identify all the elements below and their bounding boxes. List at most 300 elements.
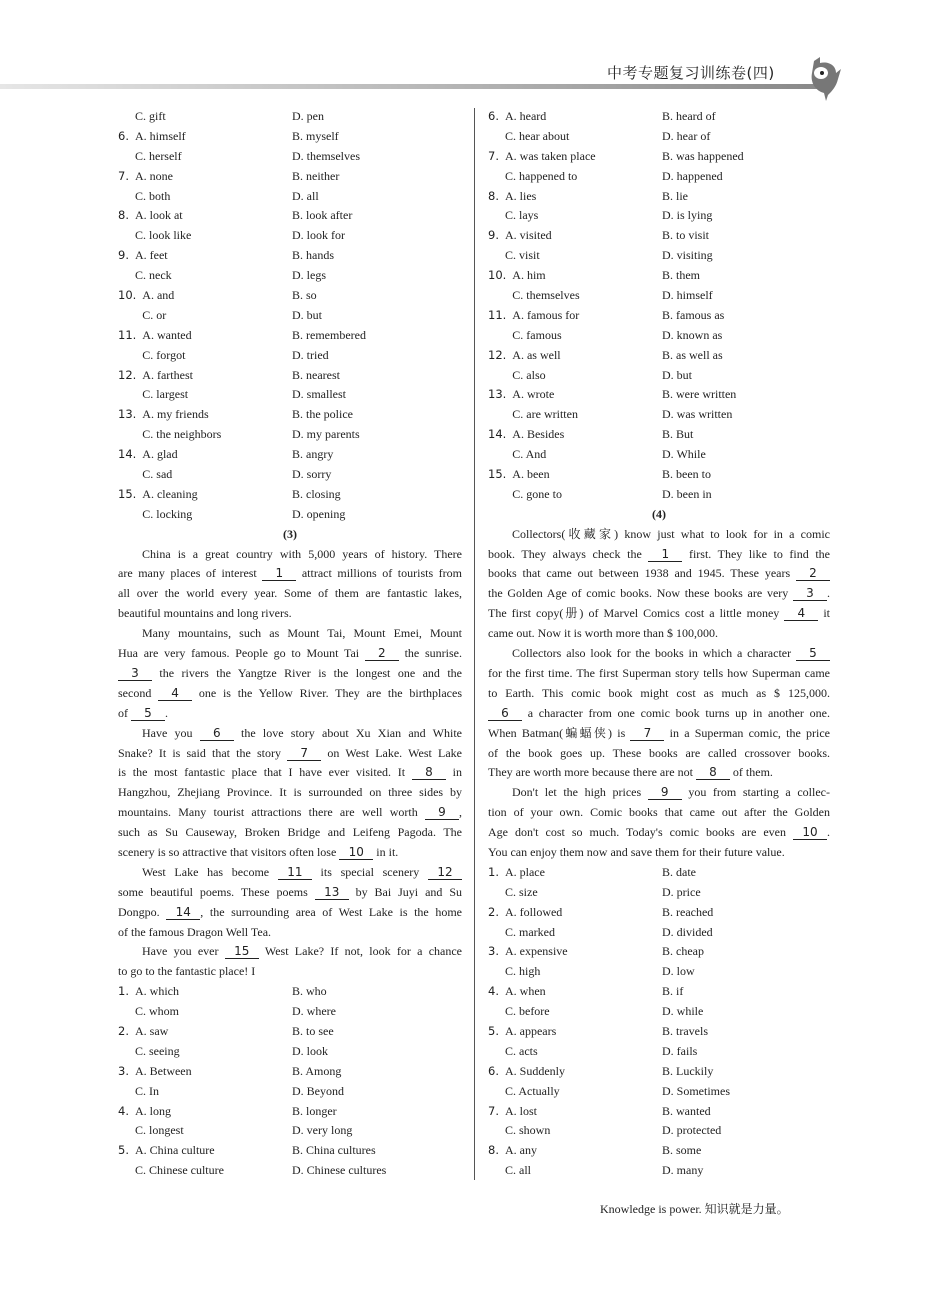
passage-text: . xyxy=(165,705,168,720)
blank-1: 1 xyxy=(648,547,682,562)
question-number: 6. xyxy=(118,128,129,143)
option-d: D. look xyxy=(292,1043,328,1058)
passage-text: on West Lake. West Lake xyxy=(321,745,462,760)
passage-text: beautiful mountains and long rivers. xyxy=(118,606,292,621)
passage-text: The first copy(册) of Marvel Comics cost a little money xyxy=(488,606,785,621)
passage-text: are many places of interest xyxy=(118,566,263,581)
option-b: B. was happened xyxy=(662,148,744,163)
option-c: C. Actually xyxy=(504,1083,560,1098)
option-d: D. themselves xyxy=(292,148,360,163)
passage-line xyxy=(488,744,830,764)
option-b: B. Among xyxy=(292,1063,342,1078)
question-row-ab xyxy=(118,405,462,425)
option-d: D. happened xyxy=(662,168,723,183)
question-row-cd xyxy=(488,1002,830,1022)
option-a: A. famous for xyxy=(512,307,580,322)
option-b: B. been to xyxy=(662,467,711,482)
question-number: 4. xyxy=(488,984,499,999)
option-a: A. China culture xyxy=(134,1143,215,1158)
question-row-ab xyxy=(118,1022,462,1042)
question-row-cd xyxy=(118,385,462,405)
option-c: C. gift xyxy=(134,109,166,123)
blank-9: 9 xyxy=(648,785,682,800)
question-options xyxy=(488,863,830,1181)
question-row-cd xyxy=(488,286,830,306)
question-row-cd xyxy=(488,246,830,266)
option-d: D. but xyxy=(662,367,692,382)
option-d: D. look for xyxy=(292,228,345,243)
passage-line xyxy=(118,604,462,624)
question-row-ab xyxy=(118,1062,462,1082)
option-b: B. the police xyxy=(292,407,353,422)
blank-5: 5 xyxy=(796,646,830,661)
passage-text: all over the world every year. Some of them are fantastic lakes, xyxy=(118,586,462,601)
passage-line xyxy=(488,584,830,604)
passage-text: for the first time. The first Superman story tells how Superman came xyxy=(488,665,830,680)
passage-line xyxy=(118,624,462,644)
passage xyxy=(488,525,830,863)
question-row-cd xyxy=(118,425,462,445)
question-number: 15. xyxy=(488,467,507,482)
question-row-cd xyxy=(488,366,830,386)
question-row-cd xyxy=(488,405,830,425)
passage-text: West Lake? If not, look for a chance xyxy=(258,944,462,959)
question-row-cd xyxy=(118,266,462,286)
option-c: C. lays xyxy=(504,208,539,223)
question-row-cd xyxy=(118,147,462,167)
option-d: D. been in xyxy=(662,486,712,501)
passage-text: China is a great country with 5,000 years of history. There xyxy=(142,546,462,561)
question-row-cd xyxy=(488,326,830,346)
option-a: A. saw xyxy=(134,1023,169,1038)
option-c: C. themselves xyxy=(512,288,580,303)
option-b: B. longer xyxy=(292,1103,337,1118)
option-d: D. While xyxy=(662,447,706,462)
question-number: 7. xyxy=(488,148,499,163)
passage-text: the Golden Age of comic books. Now these books are very xyxy=(488,586,793,601)
option-d: D. hear of xyxy=(662,128,711,143)
question-number: 5. xyxy=(118,1143,129,1158)
question-row-cd xyxy=(118,1042,462,1062)
passage-text: to go to the fantastic place! I xyxy=(118,964,256,979)
option-c: C. Chinese culture xyxy=(134,1163,224,1178)
passage-line xyxy=(488,843,830,863)
option-b: B. cheap xyxy=(662,944,704,959)
option-c: C. gone to xyxy=(512,486,562,501)
option-d: D. Sometimes xyxy=(662,1083,730,1098)
question-options xyxy=(488,107,830,505)
option-d: D. Beyond xyxy=(292,1083,344,1098)
blank-9: 9 xyxy=(425,805,459,820)
option-a: A. Suddenly xyxy=(504,1063,565,1078)
option-d: D. smallest xyxy=(292,387,346,402)
option-a: A. look at xyxy=(134,208,183,223)
left-column xyxy=(118,107,462,1181)
passage-text: tion of your own. Comic books that came out after the Golden xyxy=(488,805,830,820)
blank-12: 12 xyxy=(428,865,462,880)
passage xyxy=(118,545,462,983)
option-c: C. forgot xyxy=(142,347,186,362)
option-d: D. sorry xyxy=(292,467,332,482)
option-a: A. cleaning xyxy=(142,486,198,501)
question-row-ab xyxy=(118,286,462,306)
question-row-ab xyxy=(488,1022,830,1042)
passage-text: Age don't cost so much. Today's comic books are even xyxy=(488,825,793,840)
question-row-cd xyxy=(118,346,462,366)
question-number: 6. xyxy=(488,109,499,123)
passage-line xyxy=(118,545,462,565)
question-row-cd xyxy=(488,1082,830,1102)
question-row-ab xyxy=(488,226,830,246)
passage-line xyxy=(118,664,462,684)
option-c: C. high xyxy=(504,964,541,979)
question-row-cd xyxy=(118,1002,462,1022)
question-row-ab xyxy=(488,1062,830,1082)
passage-text: the rivers the Yangtze River is the longest one and the xyxy=(152,665,462,680)
question-number: 2. xyxy=(118,1023,129,1038)
blank-2: 2 xyxy=(365,646,399,661)
question-row-ab xyxy=(488,465,830,485)
footer-motto: Knowledge is power. 知识就是力量。 xyxy=(600,1202,789,1216)
passage-line xyxy=(118,903,462,923)
question-row-cd xyxy=(488,1161,830,1181)
option-c: C. marked xyxy=(504,924,555,939)
section-heading: (3) xyxy=(283,526,297,541)
question-row-ab xyxy=(488,903,830,923)
blank-6: 6 xyxy=(488,706,522,721)
option-c: C. seeing xyxy=(134,1043,180,1058)
passage-text: its special scenery xyxy=(311,864,428,879)
question-row-cd xyxy=(488,167,830,187)
passage-text: mountains. Many tourist attractions there are well worth xyxy=(118,805,425,820)
question-number: 8. xyxy=(488,188,499,203)
option-b: B. date xyxy=(662,864,696,879)
option-b: B. myself xyxy=(292,128,339,143)
blank-14: 14 xyxy=(166,905,200,920)
question-number: 10. xyxy=(488,268,507,283)
option-a: A. none xyxy=(134,168,173,183)
option-a: A. been xyxy=(512,467,550,482)
option-b: B. were written xyxy=(662,387,737,402)
option-b: B. remembered xyxy=(292,327,366,342)
passage-line xyxy=(118,823,462,843)
question-row-cd xyxy=(488,485,830,505)
passage-line xyxy=(118,584,462,604)
blank-8: 8 xyxy=(696,765,730,780)
passage-line xyxy=(118,863,462,883)
option-b: B. travels xyxy=(662,1023,708,1038)
option-c: C. the neighbors xyxy=(142,427,222,442)
option-b: B. hands xyxy=(292,248,334,263)
option-b: B. reached xyxy=(662,904,714,919)
section-heading: (4) xyxy=(652,506,666,521)
option-d: D. where xyxy=(292,1004,336,1019)
option-b: B. heard of xyxy=(662,109,716,123)
question-row-cd xyxy=(118,187,462,207)
option-c: C. sad xyxy=(142,467,173,482)
option-c: C. size xyxy=(504,884,538,899)
passage-text: Hangzhou, Zhejiang Province. It is surrounded on three sides by xyxy=(118,785,462,800)
option-b: B. lie xyxy=(662,188,688,203)
option-a: A. which xyxy=(134,984,179,999)
option-b: B. China cultures xyxy=(292,1143,376,1158)
question-number: 11. xyxy=(488,307,507,322)
option-a: A. when xyxy=(504,984,546,999)
blank-10: 10 xyxy=(339,845,373,860)
option-b: B. look after xyxy=(292,208,353,223)
passage-line xyxy=(118,803,462,823)
passage-text: second xyxy=(118,685,159,700)
question-row-ab xyxy=(488,385,830,405)
option-a: A. him xyxy=(512,268,546,283)
option-d: D. fails xyxy=(662,1043,698,1058)
passage-line xyxy=(118,564,462,584)
option-c: C. In xyxy=(134,1083,159,1098)
option-c: C. also xyxy=(512,367,546,382)
passage-text: it xyxy=(818,606,830,621)
option-c: C. famous xyxy=(512,327,562,342)
question-row-ab xyxy=(118,982,462,1002)
option-a: A. any xyxy=(504,1143,537,1158)
option-d: D. pen xyxy=(292,109,324,123)
question-options xyxy=(118,982,462,1181)
question-row-ab xyxy=(488,147,830,167)
passage-text: . xyxy=(827,825,830,840)
blank-6: 6 xyxy=(200,726,234,741)
passage-line xyxy=(488,684,830,704)
question-row-cd xyxy=(488,1121,830,1141)
option-c: C. visit xyxy=(504,248,540,263)
question-row-ab xyxy=(488,982,830,1002)
question-number: 7. xyxy=(118,168,129,183)
question-row-ab xyxy=(118,127,462,147)
option-d: D. himself xyxy=(662,288,713,303)
question-number: 12. xyxy=(118,367,137,382)
option-a: A. appears xyxy=(504,1023,557,1038)
option-b: B. to visit xyxy=(662,228,710,243)
option-b: B. some xyxy=(662,1143,702,1158)
blank-13: 13 xyxy=(315,885,349,900)
page-header-title: 中考专题复习训练卷(四) xyxy=(607,64,775,82)
option-a: A. wrote xyxy=(512,387,555,402)
passage-text: in it. xyxy=(373,844,399,859)
option-c: C. locking xyxy=(142,506,193,521)
passage-text: Don't let the high prices xyxy=(512,785,648,800)
question-number: 13. xyxy=(118,407,137,422)
passage-line xyxy=(488,545,830,565)
question-row-ab xyxy=(118,366,462,386)
passage-line xyxy=(118,684,462,704)
option-c: C. or xyxy=(142,307,167,322)
option-b: B. them xyxy=(662,268,700,283)
question-row-ab xyxy=(488,107,830,127)
passage-line xyxy=(118,644,462,664)
question-row-ab xyxy=(118,1141,462,1161)
passage-line xyxy=(118,783,462,803)
option-a: A. lost xyxy=(504,1103,537,1118)
option-c: C. look like xyxy=(134,228,192,243)
option-a: A. long xyxy=(134,1103,171,1118)
option-d: D. price xyxy=(662,884,701,899)
passage-line xyxy=(488,783,830,803)
passage-line xyxy=(118,942,462,962)
column-divider xyxy=(474,108,475,1180)
passage-text: of the famous Dragon Well Tea. xyxy=(118,924,272,939)
option-a: A. as well xyxy=(512,347,561,362)
passage-text: the sunrise. xyxy=(398,646,462,661)
question-row-ab xyxy=(488,346,830,366)
question-number: 3. xyxy=(118,1063,129,1078)
question-row-cd xyxy=(488,1042,830,1062)
passage-text: of them. xyxy=(729,765,773,780)
passage-text: in xyxy=(445,765,462,780)
question-row-ab xyxy=(118,445,462,465)
option-d: D. protected xyxy=(662,1123,722,1138)
passage-text: Many mountains, such as Mount Tai, Mount Emei, Mount xyxy=(142,626,462,641)
passage-text: Have you xyxy=(142,725,200,740)
passage-line xyxy=(118,923,462,943)
option-a: A. expensive xyxy=(504,944,568,959)
option-b: B. to see xyxy=(292,1023,334,1038)
option-d: D. very long xyxy=(292,1123,353,1138)
option-c: C. And xyxy=(512,447,547,462)
passage-text: of the book goes up. These books are called crossover books. xyxy=(488,745,830,760)
option-d: D. opening xyxy=(292,506,346,521)
passage-line xyxy=(488,763,830,783)
option-c: C. hear about xyxy=(504,128,570,143)
passage-line xyxy=(118,883,462,903)
question-number: 5. xyxy=(488,1023,499,1038)
passage-line xyxy=(488,724,830,744)
passage-text: to Earth. This comic book might cost as much as $ 125,000. xyxy=(488,685,830,700)
option-a: A. himself xyxy=(134,128,186,143)
option-c: C. acts xyxy=(504,1043,538,1058)
option-d: D. many xyxy=(662,1163,704,1178)
option-b: B. who xyxy=(292,984,327,999)
passage-line xyxy=(488,704,830,724)
option-b: B. nearest xyxy=(292,367,340,382)
option-d: D. divided xyxy=(662,924,713,939)
blank-7: 7 xyxy=(630,726,664,741)
option-d: D. Chinese cultures xyxy=(292,1163,387,1178)
blank-11: 11 xyxy=(278,865,312,880)
passage-text: When Batman(蝙蝠侠) is xyxy=(488,725,631,740)
question-number: 8. xyxy=(488,1143,499,1158)
question-row-cd xyxy=(118,1161,462,1181)
question-row-cd xyxy=(118,306,462,326)
option-c: C. herself xyxy=(134,148,182,163)
passage-line xyxy=(488,604,830,624)
blank-15: 15 xyxy=(225,944,259,959)
passage-text: You can enjoy them now and save them for their future value. xyxy=(488,844,785,859)
blank-4: 4 xyxy=(784,606,818,621)
question-row-ab xyxy=(118,167,462,187)
question-row-cd xyxy=(488,962,830,982)
passage-text: Collectors also look for the books in which a character xyxy=(512,646,796,661)
passage-line xyxy=(488,564,830,584)
question-row-ab xyxy=(488,1141,830,1161)
option-b: B. closing xyxy=(292,486,341,501)
passage-line xyxy=(488,823,830,843)
option-b: B. Luckily xyxy=(662,1063,714,1078)
option-d: D. visiting xyxy=(662,248,713,263)
question-row-ab xyxy=(488,306,830,326)
passage-line xyxy=(118,962,462,982)
passage-line xyxy=(488,525,830,545)
option-b: B. angry xyxy=(292,447,334,462)
option-a: A. was taken place xyxy=(504,148,596,163)
passage-text: Snake? It is said that the story xyxy=(118,745,288,760)
passage-text: a character from one comic book turns up in another one. xyxy=(522,705,830,720)
option-b: B. as well as xyxy=(662,347,723,362)
passage-line xyxy=(488,644,830,664)
option-c: C. before xyxy=(504,1004,550,1019)
question-row-ab xyxy=(488,266,830,286)
option-a: A. place xyxy=(504,864,545,879)
header-rule xyxy=(0,84,825,89)
question-row-ab xyxy=(488,942,830,962)
passage-line xyxy=(118,763,462,783)
question-row-ab xyxy=(118,246,462,266)
option-c: C. happened to xyxy=(504,168,578,183)
option-d: D. low xyxy=(662,964,695,979)
passage-text: you from starting a collec- xyxy=(681,785,830,800)
blank-8: 8 xyxy=(412,765,446,780)
blank-5: 5 xyxy=(131,706,165,721)
question-options xyxy=(118,127,462,525)
option-c: C. are written xyxy=(512,407,578,422)
question-row-ab xyxy=(488,1102,830,1122)
option-b: B. But xyxy=(662,427,694,442)
question-number: 9. xyxy=(118,248,129,263)
mascot-icon xyxy=(806,55,842,101)
question-row-ab xyxy=(488,863,830,883)
option-d: D. my parents xyxy=(292,427,360,442)
question-number: 2. xyxy=(488,904,499,919)
option-row-carry xyxy=(118,107,462,127)
question-number: 1. xyxy=(118,984,129,999)
passage-line xyxy=(118,744,462,764)
option-c: C. whom xyxy=(134,1004,179,1019)
passage-text: , xyxy=(459,805,462,820)
question-row-ab xyxy=(488,425,830,445)
option-d: D. tried xyxy=(292,347,329,362)
passage-line xyxy=(118,843,462,863)
passage-text: Have you ever xyxy=(142,944,225,959)
question-row-cd xyxy=(488,883,830,903)
option-a: A. feet xyxy=(134,248,168,263)
passage-text: Hua are very famous. People go to Mount Tai xyxy=(118,646,365,661)
question-number: 10. xyxy=(118,288,137,303)
blank-3: 3 xyxy=(118,666,152,681)
passage-text: Collectors(收藏家) know just what to look for in a comic xyxy=(512,526,830,541)
question-number: 15. xyxy=(118,486,137,501)
passage-line xyxy=(118,704,462,724)
question-row-cd xyxy=(488,127,830,147)
passage-text: of xyxy=(118,705,131,720)
option-a: A. wanted xyxy=(142,327,192,342)
question-row-ab xyxy=(118,326,462,346)
question-number: 8. xyxy=(118,208,129,223)
question-row-ab xyxy=(118,485,462,505)
question-row-ab xyxy=(118,1102,462,1122)
option-d: D. while xyxy=(662,1004,704,1019)
passage-text: Dongpo. xyxy=(118,904,167,919)
passage-text: came out. Now it is worth more than $ 100,000. xyxy=(488,626,718,641)
question-row-cd xyxy=(118,465,462,485)
passage-text: the love story about Xu Xian and White xyxy=(233,725,462,740)
option-a: A. heard xyxy=(504,109,547,123)
